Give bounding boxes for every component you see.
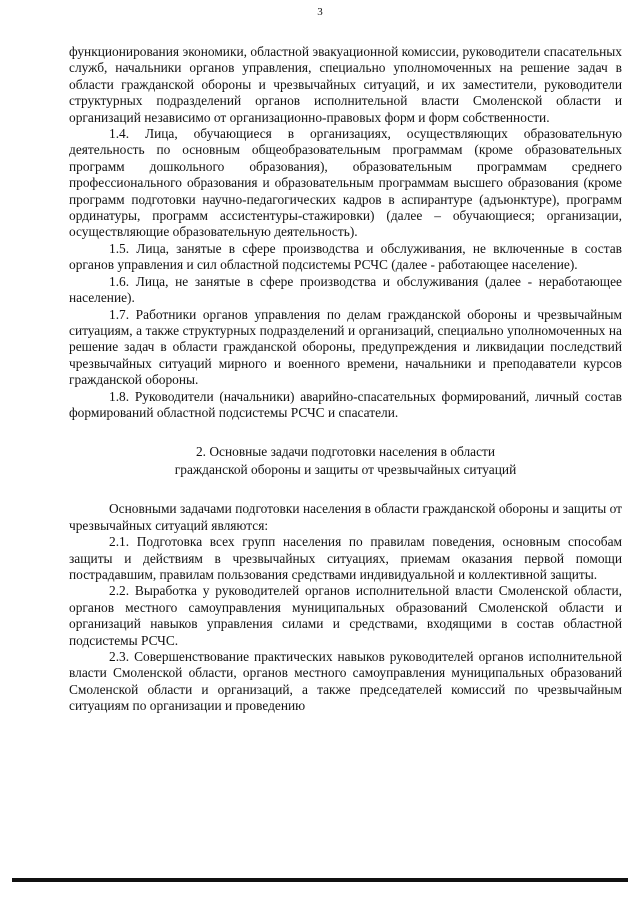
- section-2-heading-line-2: гражданской обороны и защиты от чрезвычайных ситуаций: [174, 462, 517, 478]
- list-item-1-6: 1.6. Лица, не занятые в сфере производства и обслуживания (далее - неработающее население).: [69, 273, 622, 306]
- list-item-2-1: 2.1. Подготовка всех групп населения по правилам поведения, основным способам защиты и действиям в чрезвычайных ситуациях, приемам оказания первой помощи пострадавшим, правилам пользования средствами индивидуальной и коллективной защиты.: [69, 534, 622, 582]
- list-item-2-3: 2.3. Совершенствование практических навыков руководителей органов исполнительной власти Смоленской области, органов местного самоуправления муниципальных образований Смоленской области и организаций, а также председателей комиссий по чрезвычайным ситуациям по организации и проведению: [69, 649, 622, 714]
- list-item-2-2: 2.2. Выработка у руководителей органов исполнительной власти Смоленской области, органов местного самоуправления муниципальных образований Смоленской области и организаций навыков управления силами и средствами, входящими в состав областной подсистемы РСЧС.: [69, 583, 622, 648]
- section-2-heading-line-1: 2. Основные задачи подготовки населения в области: [195, 444, 496, 460]
- document-body: [69, 44, 622, 715]
- list-item-1-8: 1.8. Руководители (начальники) аварийно-спасательных формирований, личный состав формирований областной подсистемы РСЧС и спасатели.: [69, 388, 622, 420]
- continued-paragraph: функционирования экономики, областной эвакуационной комиссии, руководители спасательных служб, начальники органов управления, специально уполномоченных на решение задач в области гражданской обороны и чрезвычайных ситуаций, и их заместители, руководители структурных подразделений органов исполнительной власти Смоленской области и организаций независимо от организационно-правовых форм и форм собственности.: [69, 44, 622, 125]
- page-number: 3: [317, 6, 323, 18]
- list-item-1-5: 1.5. Лица, занятые в сфере производства и обслуживания, не включенные в состав органов управления и сил областной подсистемы РСЧС (далее - работающее население).: [69, 240, 622, 273]
- section-2-intro: Основными задачами подготовки населения в области гражданской обороны и защиты от чрезвычайных ситуаций являются:: [69, 501, 622, 533]
- bottom-scan-border: [12, 878, 628, 882]
- section-2-heading: [69, 443, 622, 479]
- list-item-1-7: 1.7. Работники органов управления по делам гражданской обороны и чрезвычайным ситуациям, а также структурных подразделений и организаций, специально уполномоченных на решение задач в области гражданской обороны, предупреждения и ликвидации последствий чрезвычайных ситуаций мирного и военного времени, начальники и преподаватели курсов гражданской обороны.: [69, 306, 622, 388]
- list-item-1-4: 1.4. Лица, обучающиеся в организациях, осуществляющих образовательную деятельность по основным общеобразовательным программам (кроме образовательных программ дошкольного образования), образовательным программам среднего профессионального образования и образовательным программам высшего образования (кроме программ подготовки научно-педагогических кадров в аспирантуре (адъюнктуре), программ ординатуры, программ ассистентуры-стажировки) (далее – обучающиеся; организации, осуществляющие образовательную деятельность).: [69, 126, 622, 240]
